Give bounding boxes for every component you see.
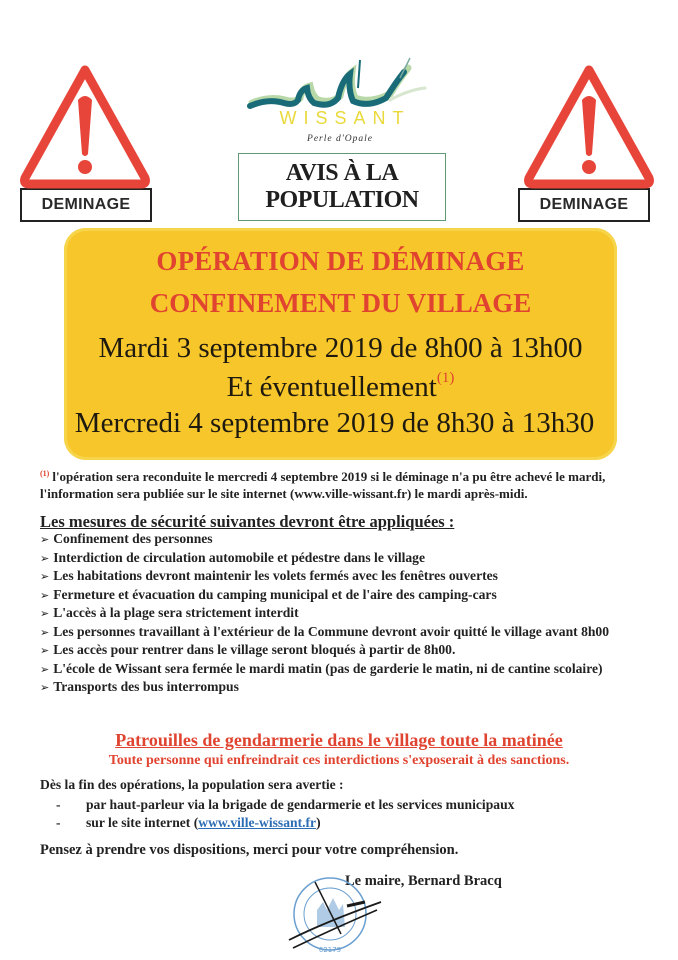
- svg-text:62179: 62179: [318, 946, 342, 954]
- arrow-bullet-icon: ➢: [40, 662, 50, 676]
- notice-box: [238, 153, 446, 221]
- arrow-bullet-icon: ➢: [40, 625, 50, 639]
- footnote-line-2: l'information sera publiée sur le site internet (www.ville-wissant.fr) le mardi après-midi.: [40, 486, 528, 501]
- signature-name: Le maire, Bernard Bracq: [345, 873, 502, 889]
- measures-title: Les mesures de sécurité suivantes devront être appliquées :: [40, 512, 455, 531]
- list-item: ➢ Confinement des personnes: [40, 531, 213, 546]
- sanction-notice: Toute personne qui enfreindrait ces interdictions s'exposerait à des sanctions.: [108, 753, 570, 768]
- banner-date-1: Mardi 3 septembre 2019 de 8h00 à 13h00: [98, 332, 583, 364]
- operation-banner: [64, 228, 617, 460]
- list-item: - sur le site internet (www.ville-wissant.fr): [56, 815, 321, 830]
- warning-label-right: DEMINAGE: [518, 188, 650, 222]
- arrow-bullet-icon: ➢: [40, 644, 50, 657]
- list-item: ➢ Interdiction de circulation automobile et pédestre dans le village: [40, 549, 426, 565]
- list-item: - par haut-parleur via la brigade de gendarmerie et les services municipaux: [56, 797, 515, 812]
- warning-triangle-icon: [521, 62, 657, 190]
- arrow-bullet-icon: ➢: [40, 607, 50, 620]
- mairie-stamp-icon: [285, 872, 385, 960]
- patrol-notice: Patrouilles de gendarmerie dans le village toute la matinée: [115, 730, 563, 750]
- banner-date-2: [64, 370, 617, 404]
- list-item: ➢ Transports des bus interrompus: [40, 679, 239, 694]
- notice-line-1: AVIS À LA: [285, 160, 399, 186]
- logo-wordmark: WISSANT: [279, 108, 411, 128]
- list-item: ➢ L'école de Wissant sera fermée le mardi matin (pas de garderie le matin, ni de cantine scolaire): [40, 660, 603, 676]
- banner-date-2-text: Et éventuellement: [226, 371, 437, 403]
- end-operations-list: [56, 796, 514, 832]
- banner-title-2: CONFINEMENT DU VILLAGE: [149, 288, 532, 318]
- footnote: [40, 465, 650, 502]
- measures-list: [40, 530, 640, 697]
- footnote-mark: (1): [40, 469, 50, 478]
- footnote-line-1: l'opération sera reconduite le mercredi 4 septembre 2019 si le déminage n'a pu être achevé le mardi,: [52, 469, 606, 484]
- banner-date-3: Mercredi 4 septembre 2019 de 8h30 à 13h30: [74, 407, 595, 439]
- website-link[interactable]: www.ville-wissant.fr: [198, 815, 317, 830]
- list-item: ➢ L'accès à la plage sera strictement interdit: [40, 605, 299, 620]
- notice-line-2: POPULATION: [265, 187, 419, 213]
- arrow-bullet-icon: ➢: [40, 570, 50, 583]
- wissant-logo-icon: [240, 48, 440, 148]
- list-item: ➢ Les habitations devront maintenir les volets fermés avec les fenêtres ouvertes: [40, 568, 498, 583]
- list-item: ➢ Les accès pour rentrer dans le village seront bloqués à partir de 8h00.: [40, 642, 456, 657]
- warning-sign-right: [518, 62, 660, 222]
- banner-title-1: OPÉRATION DE DÉMINAGE: [156, 246, 525, 276]
- warning-triangle-icon: [17, 62, 153, 190]
- footnote-reference: (1): [436, 370, 455, 386]
- arrow-bullet-icon: ➢: [40, 551, 50, 565]
- end-operations-intro: Dès la fin des opérations, la population sera avertie :: [40, 777, 344, 792]
- arrow-bullet-icon: ➢: [40, 681, 50, 694]
- closing-text: Pensez à prendre vos dispositions, merci pour votre compréhension.: [40, 842, 459, 858]
- warning-label-left: DEMINAGE: [20, 188, 152, 222]
- warning-sign-left: [14, 62, 156, 222]
- logo-tagline: Perle d'Opale: [307, 134, 373, 144]
- arrow-bullet-icon: ➢: [40, 533, 50, 546]
- list-item: ➢ Fermeture et évacuation du camping municipal et de l'aire des camping-cars: [40, 586, 497, 602]
- list-item: ➢ Les personnes travaillant à l'extérieur de la Commune devront avoir quitté le village avant 8h00: [40, 623, 610, 639]
- arrow-bullet-icon: ➢: [40, 588, 50, 602]
